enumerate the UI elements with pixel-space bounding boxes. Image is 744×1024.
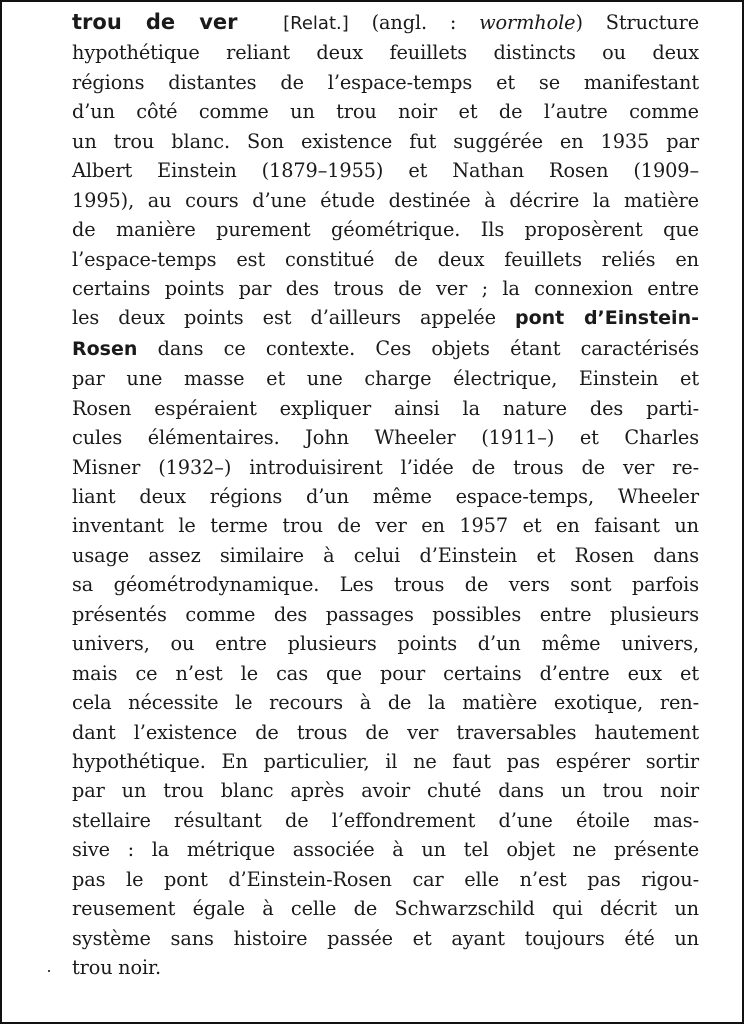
- entry-line-16: Misner (1932–) introduisirent l’idée de trous de ver re-: [72, 455, 699, 479]
- entry-line-31: reusement égale à celle de Schwarzschild qui décrit un: [72, 897, 699, 921]
- entry-line-28: stellaire résultant de l’effondrement d’une étoile mas-: [72, 808, 699, 832]
- scan-speck: [48, 970, 50, 972]
- entry-line-22: univers, ou entre plusieurs points d’un même univers,: [72, 632, 699, 656]
- entry-line-21: présentés comme des passages possibles entre plusieurs: [72, 602, 699, 626]
- entry-line-29: sive : la métrique associée à un tel objet ne présente: [72, 838, 699, 862]
- entry-line-8: de manière purement géométrique. Ils proposèrent que: [72, 218, 699, 242]
- entry-line-27: par un trou blanc après avoir chuté dans un trou noir: [72, 779, 699, 803]
- entry-line-24: cela nécessite le recours à de la matière exotique, ren-: [72, 691, 699, 715]
- entry-line-23: mais ce n’est le cas que pour certains d’entre eux et: [72, 661, 699, 685]
- entry-line-10: certains points par des trous de ver ; la connexion entre: [72, 276, 699, 300]
- entry-line-2: hypothétique reliant deux feuillets distincts ou deux: [72, 41, 699, 65]
- entry-line-20: sa géométrodynamique. Les trous de vers sont parfois: [72, 573, 699, 597]
- entry-line-25: dant l’existence de trous de ver traversables hautement: [72, 720, 699, 744]
- entry-line-13: par une masse et une charge électrique, Einstein et: [72, 367, 699, 391]
- entry-line-18: inventant le terme trou de ver en 1957 et en faisant un: [72, 514, 699, 538]
- entry-line-33: trou noir.: [72, 956, 162, 979]
- english-term: wormhole: [479, 11, 576, 34]
- entry-line-32: système sans histoire passée et ayant toujours été un: [72, 926, 699, 950]
- entry-line-1: [72, 8, 699, 38]
- entry-line-14: Rosen espéraient expliquer ainsi la nature des parti-: [72, 396, 699, 420]
- entry-line-4: d’un côté comme un trou noir et de l’autre comme: [72, 100, 699, 124]
- entry-line-15: cules élémentaires. John Wheeler (1911–) et Charles: [72, 426, 699, 450]
- dictionary-entry: [72, 8, 699, 982]
- english-suffix: ): [575, 11, 583, 34]
- entry-line-12: [72, 334, 699, 364]
- bold-term: pont d’Einstein-: [515, 307, 699, 330]
- entry-line-6: Albert Einstein (1879–1955) et Nathan Rosen (1909–: [72, 159, 699, 183]
- entry-headword: trou de ver: [72, 10, 238, 34]
- bold-term: Rosen: [72, 337, 138, 360]
- entry-line-3: régions distantes de l’espace-temps et se manifestant: [72, 70, 699, 94]
- entry-line-26: hypothétique. En particulier, il ne faut pas espérer sortir: [72, 749, 699, 773]
- entry-line-30: pas le pont d’Einstein-Rosen car elle n’est pas rigou-: [72, 867, 699, 891]
- entry-line-11: [72, 303, 699, 333]
- entry-line-5: un trou blanc. Son existence fut suggérée en 1935 par: [72, 129, 699, 153]
- entry-text: Structure: [582, 11, 700, 34]
- entry-domain-label: [Relat.]: [283, 13, 349, 34]
- entry-text: dans ce contexte. Ces objets étant caractérisés: [137, 336, 699, 360]
- english-prefix: (angl. :: [371, 11, 480, 34]
- entry-line-19: usage assez similaire à celui d’Einstein et Rosen dans: [72, 543, 699, 567]
- entry-line-17: liant deux régions d’un même espace-temps, Wheeler: [72, 485, 699, 508]
- entry-line-7: 1995), au cours d’une étude destinée à décrire la matière: [72, 188, 699, 212]
- entry-line-9: l’espace-temps est constitué de deux feuillets reliés en: [72, 247, 699, 271]
- entry-text: les deux points est d’ailleurs appelée: [72, 306, 515, 330]
